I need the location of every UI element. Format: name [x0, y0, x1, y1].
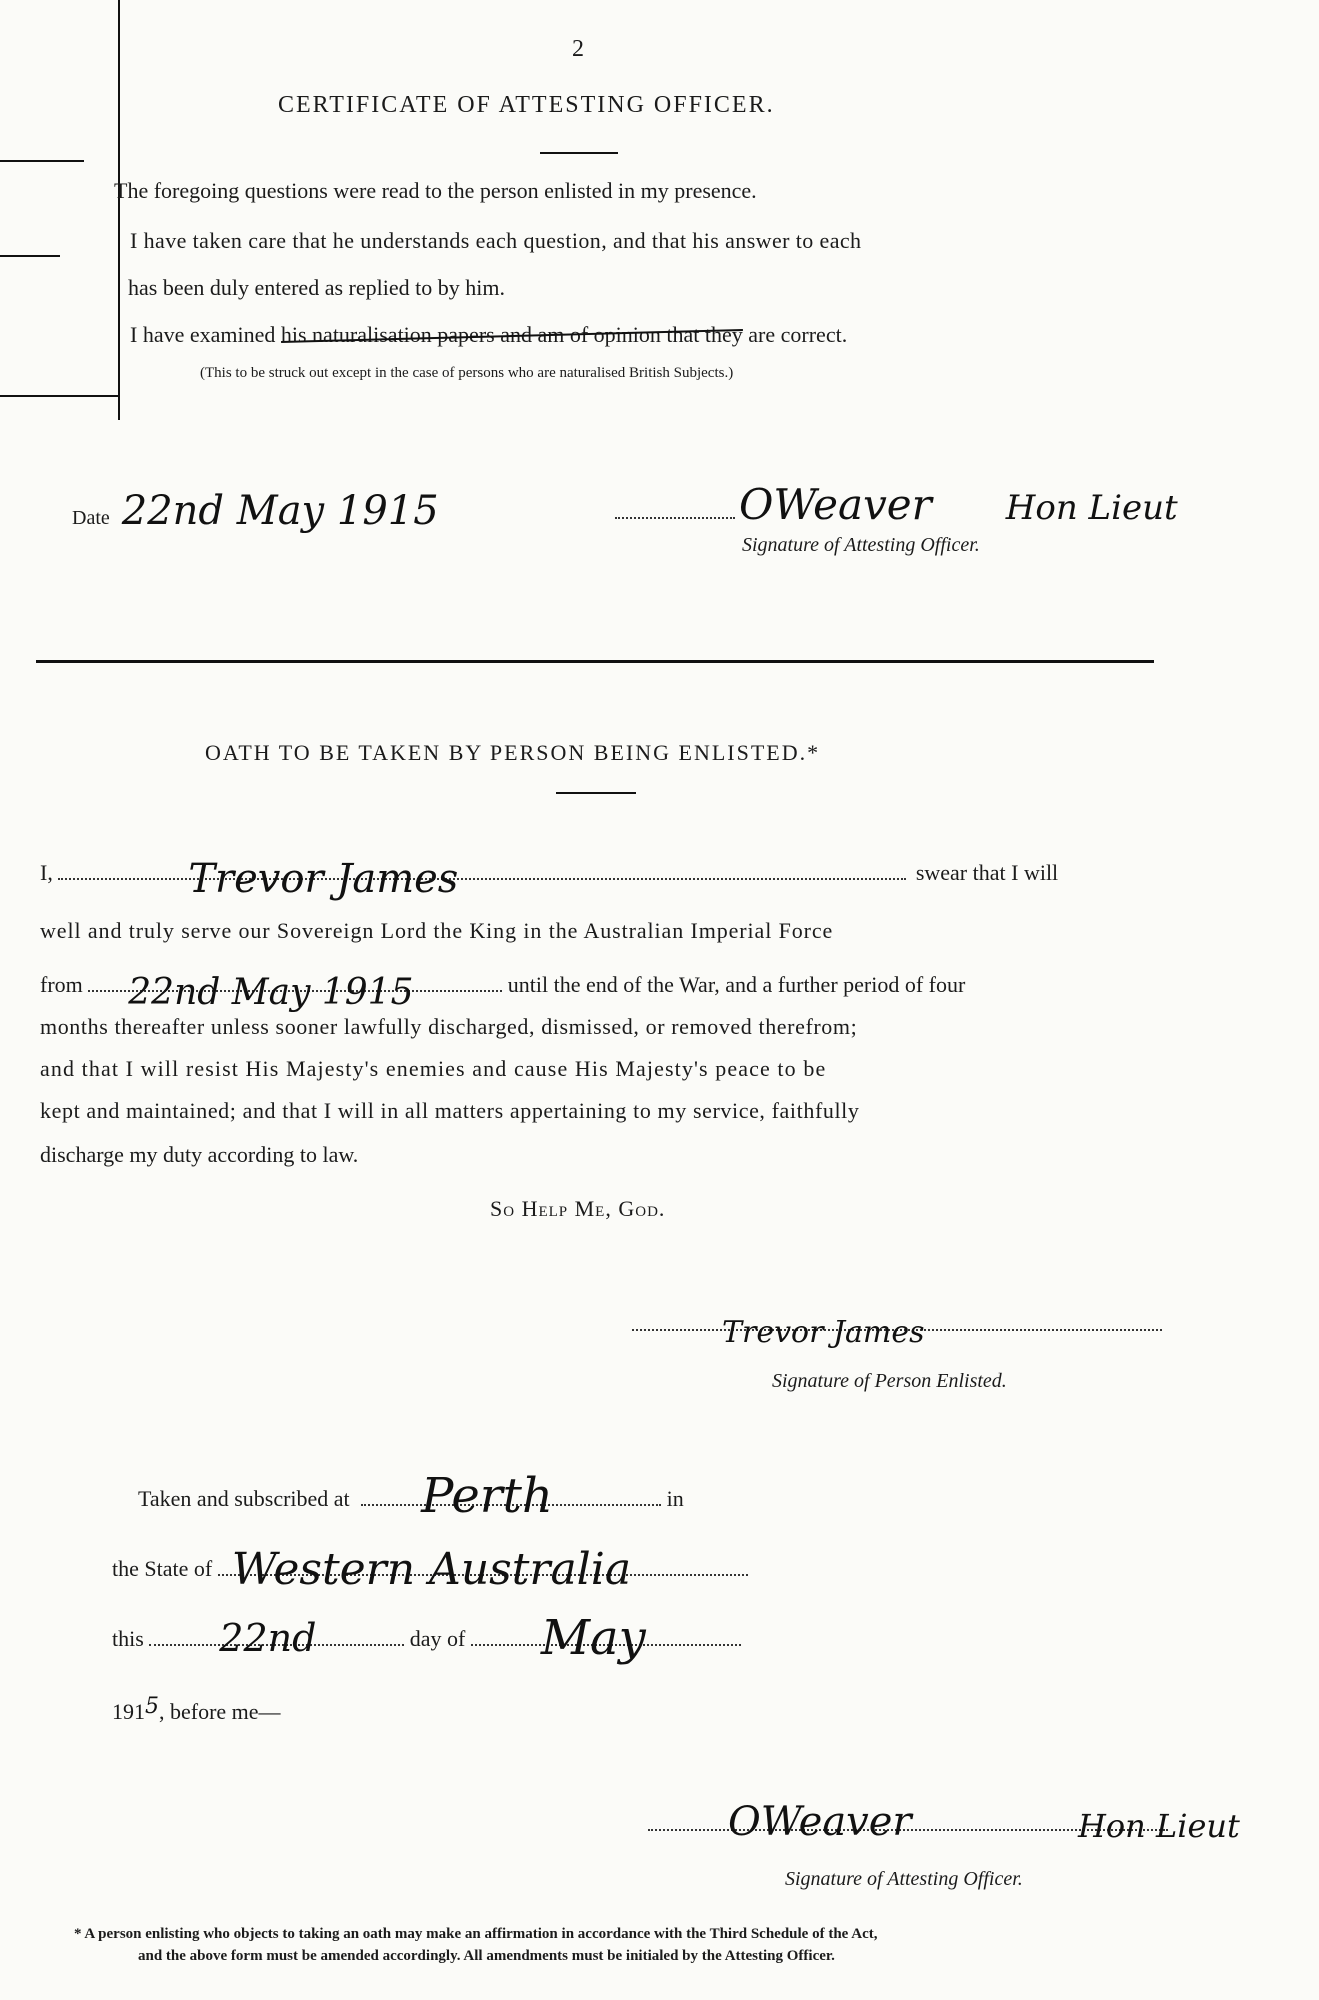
naturalisation-note: (This to be struck out except in the case of persons who are naturalised British Subjects.) [200, 365, 734, 381]
line4-start: I have examined [130, 322, 276, 347]
oath-line-4: months thereafter unless sooner lawfully discharged, dismissed, or removed therefrom; [40, 1014, 858, 1039]
oath-title: OATH TO BE TAKEN BY PERSON BEING ENLISTED.* [205, 740, 821, 765]
second-signature-caption: Signature of Attesting Officer. [785, 1868, 1023, 1890]
margin-tick [0, 255, 60, 257]
day-field [149, 1616, 404, 1660]
title-underline [540, 152, 618, 154]
place-field [361, 1468, 661, 1524]
place-value: Perth [421, 1468, 553, 1524]
oath-line-1 [40, 856, 1059, 902]
margin-tick [0, 160, 84, 162]
officer-signature-row [615, 480, 1178, 529]
state-value: Western Australia [231, 1544, 632, 1595]
i-label: I, [40, 860, 53, 885]
oath-line-2: well and truly serve our Sovereign Lord the King in the Australian Imperial Force [40, 918, 834, 943]
certificate-line-2: I have taken care that he understands each question, and that his answer to each [130, 228, 862, 253]
margin-line [118, 0, 120, 420]
state-row [112, 1544, 748, 1595]
enlisted-caption: Signature of Person Enlisted. [772, 1370, 1007, 1392]
enlisted-signature: Trevor James [722, 1315, 925, 1350]
from-field [88, 972, 502, 1013]
officer-signature: OWeaver [739, 480, 932, 529]
second-officer-signature-row [648, 1799, 1240, 1845]
second-signature-line [648, 1799, 1240, 1845]
enlisted-signature-row [632, 1315, 1162, 1350]
swear-text: swear that I will [915, 860, 1059, 885]
year-prefix: 191 [112, 1699, 145, 1724]
second-officer-rank: Hon Lieut [1078, 1807, 1240, 1845]
date-label: Date [72, 507, 110, 529]
year-suffix: 5 [145, 1694, 159, 1719]
this-label: this [112, 1626, 144, 1651]
enlisted-signature-line [632, 1315, 1162, 1350]
margin-tick [0, 395, 118, 397]
name-field [58, 856, 906, 902]
officer-signature-caption: Signature of Attesting Officer. [742, 534, 980, 556]
date-row [72, 488, 439, 534]
oath-line-6: kept and maintained; and that I will in all matters appertaining to my service, faithfully [40, 1098, 860, 1123]
oath-line-7: discharge my duty according to law. [40, 1142, 359, 1167]
year-row [112, 1694, 281, 1725]
officer-rank: Hon Lieut [1005, 488, 1178, 528]
day-value: 22nd [219, 1616, 317, 1660]
signature-dots [615, 517, 735, 519]
oath-title-underline [556, 792, 636, 794]
second-officer-signature: OWeaver [728, 1799, 912, 1845]
enlistee-name: Trevor James [188, 856, 459, 902]
taken-row [138, 1468, 684, 1524]
line4-end: are correct. [748, 322, 848, 347]
certificate-line-4 [130, 322, 847, 348]
certificate-title: CERTIFICATE OF ATTESTING OFFICER. [278, 92, 775, 118]
oath-closing: So Help Me, God. [490, 1196, 666, 1221]
month-field [471, 1610, 741, 1666]
footnote-line-1: * A person enlisting who objects to taking an oath may make an affirmation in accordance with the Third Schedule of the Act, [74, 1926, 878, 1942]
state-field [218, 1544, 748, 1595]
day-of-label: day of [409, 1626, 466, 1651]
date-value: 22nd May 1915 [121, 488, 439, 534]
oath-line-5: and that I will resist His Majesty's enemies and cause His Majesty's peace to be [40, 1056, 827, 1081]
struck-text: his naturalisation papers and am of opinion that they [280, 322, 743, 347]
oath-line-3 [40, 972, 966, 1013]
state-label: the State of [112, 1556, 213, 1581]
certificate-line-3: has been duly entered as replied to by him. [128, 275, 505, 300]
month-value: May [540, 1610, 646, 1666]
certificate-line-1: The foregoing questions were read to the person enlisted in my presence. [114, 178, 757, 203]
section-divider [36, 660, 1154, 663]
before-me: , before me— [159, 1699, 281, 1724]
page-number: 2 [572, 36, 584, 62]
until-text: until the end of the War, and a further period of four [507, 972, 966, 997]
in-label: in [666, 1486, 684, 1511]
footnote-line-2: and the above form must be amended accordingly. All amendments must be initialed by the Attesting Officer. [138, 1948, 835, 1964]
from-label: from [40, 972, 83, 997]
taken-label: Taken and subscribed at [138, 1486, 350, 1511]
this-day-row [112, 1610, 741, 1666]
from-value: 22nd May 1915 [128, 972, 414, 1013]
